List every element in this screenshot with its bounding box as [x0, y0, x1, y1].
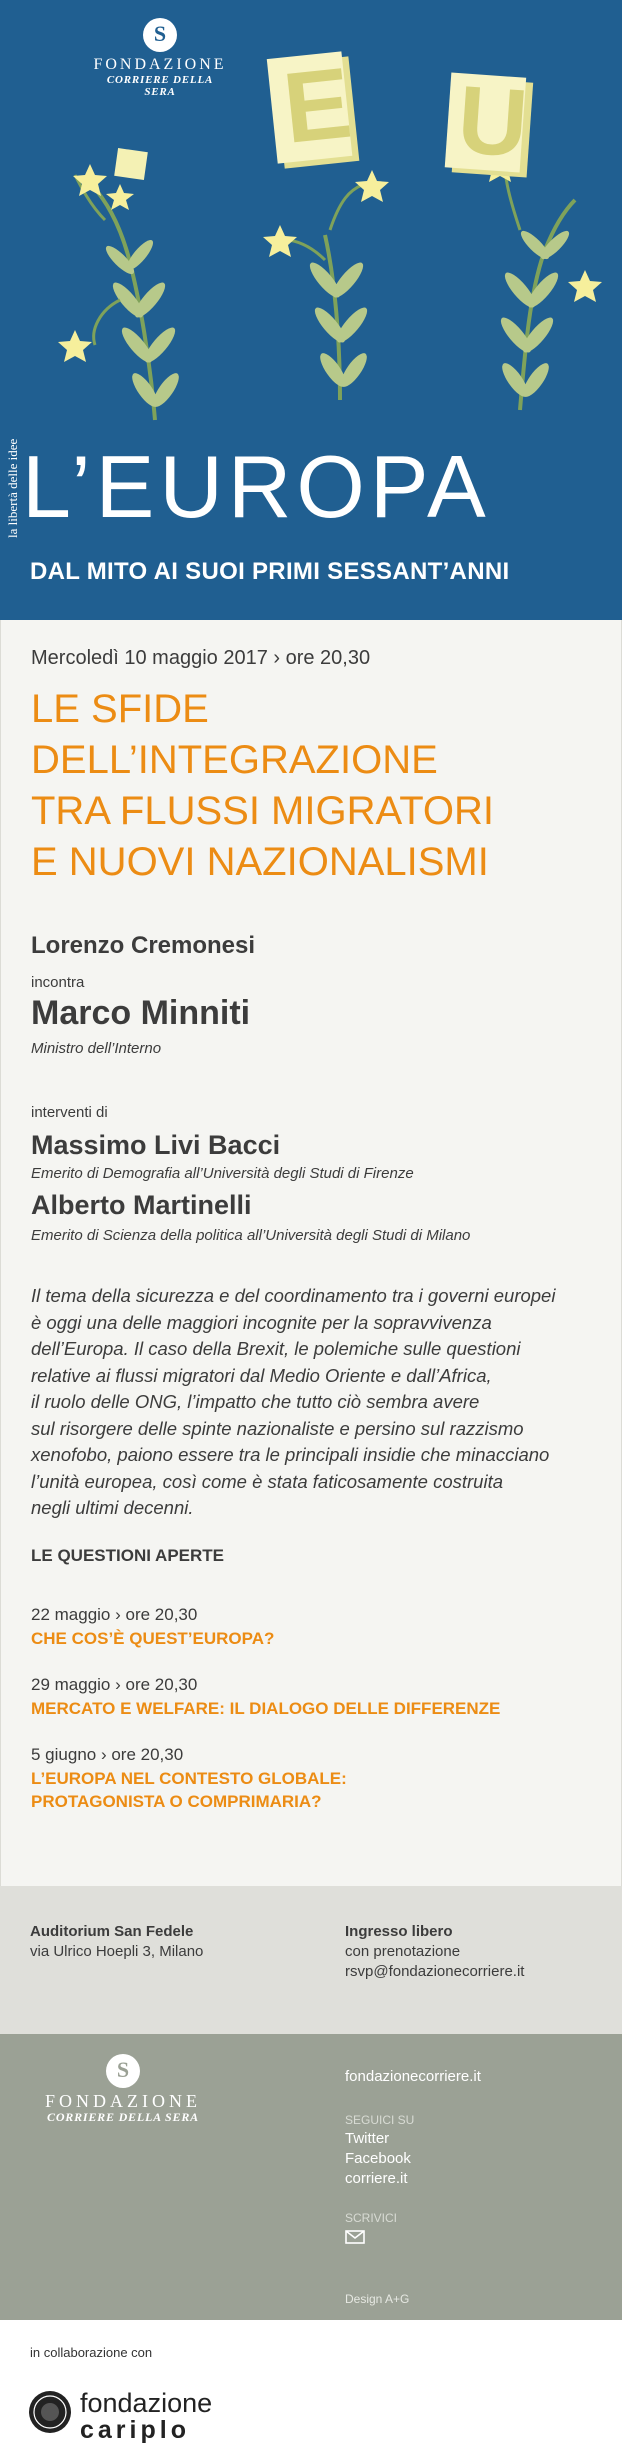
facebook-link[interactable]: Facebook	[345, 2150, 411, 2167]
moderator-name: Lorenzo Cremonesi	[31, 932, 256, 959]
meeting-title-line: CHE COS’È QUEST’EUROPA?	[31, 1629, 275, 1648]
collaboration-section	[0, 2320, 622, 2450]
speaker-role: Emerito di Demografia all’Università degli Studi di Firenze	[31, 1165, 414, 1182]
meeting-title-line: L’EUROPA NEL CONTESTO GLOBALE:	[31, 1769, 347, 1788]
description-line: sul risorgere delle spinte nazionaliste e persino sul razzismo	[31, 1417, 524, 1439]
letter-e: E	[278, 46, 357, 165]
design-credit: Design A+G	[345, 2292, 410, 2306]
description-line: è oggi una delle maggiori incognite per la sopravvivenza	[31, 1311, 492, 1333]
speaker-role: Emerito di Scienza della politica all’Università degli Studi di Milano	[31, 1227, 471, 1244]
collaboration-label: in collaborazione con	[30, 2345, 153, 2360]
description-line: relative ai flussi migratori dal Medio Oriente e dall’Africa,	[31, 1364, 492, 1386]
description-line: xenofobo, paiono essere tra le principali insidie che minacciano	[31, 1444, 550, 1465]
description-line: il ruolo delle ONG, l’impatto che tutto ciò sembra avere	[31, 1391, 480, 1412]
follow-label: SEGUICI SU	[345, 2113, 415, 2127]
event-title-line: TRA FLUSSI MIGRATORI	[31, 789, 495, 833]
write-label: SCRIVICI	[345, 2211, 398, 2225]
section-heading: LE QUESTIONI APERTE	[31, 1546, 225, 1565]
event-description	[31, 1283, 606, 1522]
hero-subtitle: DAL MITO AI SUOI PRIMI SESSANT’ANNI	[30, 558, 510, 585]
partner-name: fondazione	[80, 2388, 213, 2418]
description-line: dell’Europa. Il caso della Brexit, le polemiche sulle questioni	[31, 1338, 521, 1359]
foundation-logo[interactable]	[90, 18, 230, 98]
description-line: l’unità europea, così come è stata faticosamente costruita	[31, 1470, 504, 1492]
logo-name: FONDAZIONE	[93, 56, 227, 73]
foundation-logo-footer[interactable]	[28, 2054, 218, 2125]
meeting-title-link[interactable]	[31, 1767, 347, 1813]
guest-role: Ministro dell’Interno	[31, 1040, 162, 1057]
twitter-link[interactable]: Twitter	[345, 2130, 390, 2147]
hero-title: L’EUROPA	[22, 437, 491, 536]
logo-subname: CORRIERE DELLA SERA	[47, 2110, 199, 2124]
entry-note: con prenotazione	[345, 1943, 461, 1960]
logo-monogram-icon: S	[106, 2054, 140, 2088]
description-line: Il tema della sicurezza e del coordinamento tra i governi europei	[31, 1285, 556, 1306]
meeting-date: 5 giugno › ore 20,30	[31, 1745, 184, 1764]
event-title	[31, 684, 494, 888]
venue-section	[0, 1886, 622, 2034]
rsvp-email-link[interactable]: rsvp@fondazionecorriere.it	[345, 1963, 525, 1980]
envelope-icon[interactable]	[345, 2230, 365, 2244]
event-date: Mercoledì 10 maggio 2017 › ore 20,30	[31, 647, 371, 669]
logo-name: FONDAZIONE	[45, 2091, 201, 2111]
meeting-title-line: MERCATO E WELFARE: IL DIALOGO DELLE DIFFERENZE	[31, 1699, 501, 1718]
entry-title: Ingresso libero	[345, 1923, 453, 1940]
logo-monogram-icon: S	[143, 18, 177, 52]
meeting-date: 22 maggio › ore 20,30	[31, 1605, 198, 1624]
tagline-vertical: la libertà delle idee	[5, 438, 20, 538]
event-title-line: DELL’INTEGRAZIONE	[31, 738, 438, 782]
site-link[interactable]: fondazionecorriere.it	[345, 2068, 481, 2085]
description-line: negli ultimi decenni.	[31, 1497, 194, 1518]
event-details	[0, 620, 622, 1886]
corriere-link[interactable]: corriere.it	[345, 2170, 408, 2187]
speaker-name: Alberto Martinelli	[31, 1190, 252, 1220]
letter-u: U	[454, 66, 531, 178]
meeting-title-line: PROTAGONISTA O COMPRIMARIA?	[31, 1792, 322, 1811]
footer	[0, 2034, 622, 2320]
meeting-date: 29 maggio › ore 20,30	[31, 1675, 198, 1694]
event-title-line: E NUOVI NAZIONALISMI	[31, 840, 489, 884]
logo-subname: CORRIERE DELLA SERA	[106, 74, 214, 98]
meeting-title-link[interactable]	[31, 1627, 274, 1650]
speaker-name: Massimo Livi Bacci	[31, 1130, 281, 1160]
venue-name: Auditorium San Fedele	[30, 1923, 194, 1940]
cariplo-seal-icon	[28, 2390, 72, 2434]
guest-name: Marco Minniti	[31, 994, 251, 1032]
interventions-label: interventi di	[31, 1104, 108, 1121]
event-title-line: LE SFIDE	[31, 687, 209, 731]
hero-banner	[0, 0, 622, 620]
meeting-title-link[interactable]	[31, 1697, 500, 1720]
venue-address: via Ulrico Hoepli 3, Milano	[30, 1943, 204, 1960]
meets-label: incontra	[31, 974, 85, 991]
partner-name: cariplo	[80, 2416, 190, 2444]
